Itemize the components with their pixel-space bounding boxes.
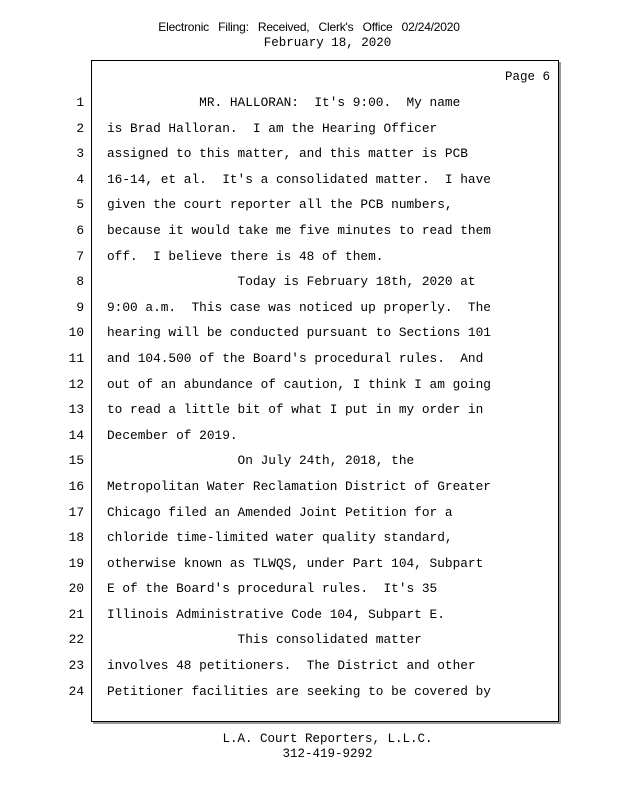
line-number: 14 bbox=[68, 427, 84, 443]
transcript-line bbox=[0, 602, 618, 628]
line-text: and 104.500 of the Board's procedural rules. And bbox=[107, 350, 484, 366]
line-number: 13 bbox=[68, 402, 84, 418]
line-text: Metropolitan Water Reclamation District of Greater bbox=[107, 478, 491, 494]
transcript-line bbox=[0, 474, 618, 500]
line-number: 17 bbox=[68, 504, 84, 520]
line-text: hearing will be conducted pursuant to Sections 101 bbox=[107, 325, 491, 341]
line-text: E of the Board's procedural rules. It's 35 bbox=[107, 581, 438, 597]
page-number: Page 6 bbox=[504, 70, 550, 84]
line-number: 5 bbox=[76, 197, 84, 213]
line-number: 9 bbox=[76, 299, 84, 315]
line-number: 23 bbox=[68, 658, 84, 674]
line-number: 19 bbox=[68, 555, 84, 571]
transcript-line bbox=[0, 551, 618, 577]
line-text: On July 24th, 2018, the bbox=[107, 453, 415, 469]
line-number: 2 bbox=[76, 120, 84, 136]
line-text: 9:00 a.m. This case was noticed up properly. The bbox=[107, 299, 491, 315]
transcript-line bbox=[0, 346, 618, 372]
line-number: 21 bbox=[68, 606, 84, 622]
line-number: 16 bbox=[68, 478, 84, 494]
transcript-line bbox=[0, 397, 618, 423]
line-text: given the court reporter all the PCB numbers, bbox=[107, 197, 453, 213]
line-text: 16-14, et al. It's a consolidated matter. I have bbox=[107, 171, 491, 187]
line-number: 24 bbox=[68, 683, 84, 699]
transcript-line bbox=[0, 679, 618, 705]
line-text: assigned to this matter, and this matter is PCB bbox=[107, 146, 468, 162]
line-text: otherwise known as TLWQS, under Part 104, Subpart bbox=[107, 555, 484, 571]
line-text: because it would take me five minutes to read them bbox=[107, 222, 491, 238]
transcript-line bbox=[0, 218, 618, 244]
line-text: Petitioner facilities are seeking to be covered by bbox=[107, 683, 491, 699]
transcript-line bbox=[0, 116, 618, 142]
line-text: This consolidated matter bbox=[107, 632, 422, 648]
transcript-line bbox=[0, 448, 618, 474]
line-text: Chicago filed an Amended Joint Petition for a bbox=[107, 504, 453, 520]
line-text: Illinois Administrative Code 104, Subpart E. bbox=[107, 606, 445, 622]
line-number: 15 bbox=[68, 453, 84, 469]
line-number: 4 bbox=[76, 171, 84, 187]
transcript-line bbox=[0, 372, 618, 398]
line-text: Today is February 18th, 2020 at bbox=[107, 274, 476, 290]
transcript-line bbox=[0, 244, 618, 270]
line-number: 11 bbox=[68, 350, 84, 366]
line-number: 10 bbox=[68, 325, 84, 341]
line-number: 12 bbox=[68, 376, 84, 392]
transcript-line bbox=[0, 627, 618, 653]
line-text: to read a little bit of what I put in my order in bbox=[107, 402, 484, 418]
transcript-line bbox=[0, 192, 618, 218]
line-text: December of 2019. bbox=[107, 427, 238, 443]
transcript-line bbox=[0, 320, 618, 346]
line-number: 3 bbox=[76, 146, 84, 162]
line-number: 8 bbox=[76, 274, 84, 290]
transcript-line bbox=[0, 653, 618, 679]
line-number: 7 bbox=[76, 248, 84, 264]
transcript-line bbox=[0, 167, 618, 193]
transcript-line bbox=[0, 295, 618, 321]
electronic-filing-stamp: Electronic Filing: Received, Clerk's Office 02/24/2020 bbox=[158, 20, 460, 34]
transcript-line bbox=[0, 576, 618, 602]
line-number: 18 bbox=[68, 530, 84, 546]
footer bbox=[0, 732, 618, 762]
line-text: chloride time-limited water quality standard, bbox=[107, 530, 453, 546]
transcript-line bbox=[0, 141, 618, 167]
line-text: is Brad Halloran. I am the Hearing Officer bbox=[107, 120, 438, 136]
transcript-line bbox=[0, 269, 618, 295]
transcript-line bbox=[0, 525, 618, 551]
transcript-date: February 18, 2020 bbox=[263, 36, 392, 50]
line-text: off. I believe there is 48 of them. bbox=[107, 248, 384, 264]
transcript-line bbox=[0, 90, 618, 116]
line-text: involves 48 petitioners. The District and other bbox=[107, 658, 476, 674]
court-reporter-name: L.A. Court Reporters, L.L.C. bbox=[222, 732, 433, 746]
transcript-line bbox=[0, 500, 618, 526]
line-number: 1 bbox=[76, 95, 84, 110]
court-reporter-phone: 312-419-9292 bbox=[282, 747, 373, 761]
line-text: MR. HALLORAN: It's 9:00. My name bbox=[107, 95, 461, 110]
line-number: 6 bbox=[76, 222, 84, 238]
transcript-line bbox=[0, 423, 618, 449]
line-text: out of an abundance of caution, I think I am going bbox=[107, 376, 491, 392]
line-number: 20 bbox=[68, 581, 84, 597]
transcript-lines bbox=[0, 90, 618, 704]
line-number: 22 bbox=[68, 632, 84, 648]
